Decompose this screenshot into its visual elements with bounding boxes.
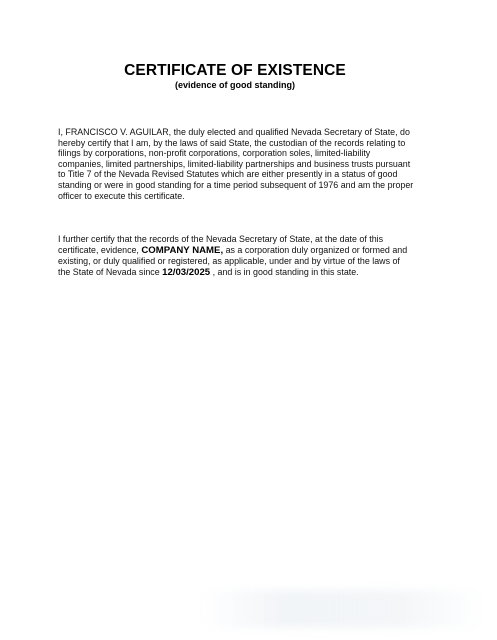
standing-since-date: 12/03/2025 <box>162 266 211 278</box>
paragraph-2-text-a: I further certify that the records of the Nevada Secretary of State, at the date of this certificate, evidence, <box>58 234 384 255</box>
paragraph-2-text-b: as a corporation duly organized or formed and existing, or duly qualified or registered, as applicable, under and by virtue of the laws of the State of Nevada since <box>58 244 408 277</box>
certification-paragraph-2 <box>58 234 414 278</box>
certificate-subtitle: (evidence of good standing) <box>174 80 295 90</box>
scan-artifact <box>200 590 485 628</box>
company-name: COMPANY NAME, <box>141 244 224 256</box>
paragraph-2-text-c: , and is in good standing in this state. <box>210 266 359 277</box>
certification-paragraph-1: I, FRANCISCO V. AGUILAR, the duly elected and qualified Nevada Secretary of State, do hereby certify that I am, by the laws of said State, the custodian of the records relating to filings by corporations, non-profit corporations, corporation soles, limited-liability companies, limited partnerships, limited-liability partnerships and business trusts pursuant to Title 7 of the Nevada Revised Statutes which are either presently in a status of good standing or were in good standing for a time period subsequent of 1976 and am the proper officer to execute this certificate. <box>58 127 414 201</box>
certificate-title: CERTIFICATE OF EXISTENCE <box>124 62 346 79</box>
